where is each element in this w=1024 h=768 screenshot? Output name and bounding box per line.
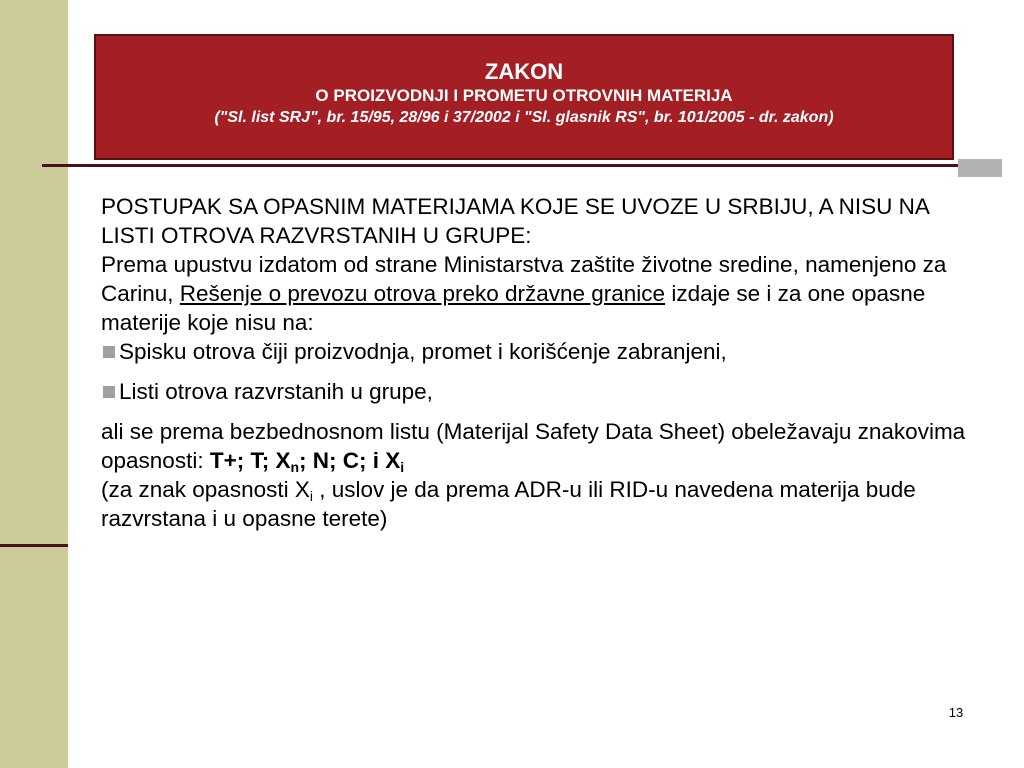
hazard-label-text: ali se prema bezbednosnom listu (Materijal Safety Data Sheet) obeležavaju znakovima opasnosti:	[101, 419, 966, 473]
left-decorative-band	[0, 0, 68, 768]
law-reference: ("Sl. list SRJ", br. 15/95, 28/96 i 37/2002 i "Sl. glasnik RS", br. 101/2005 - dr. zakon)	[214, 109, 834, 126]
bullet-text: Spisku otrova čiji proizvodnja, promet i korišćenje zabranjeni,	[119, 339, 727, 364]
slide-subtitle: O PROIZVODNJI I PROMETU OTROVNIH MATERIJA	[315, 86, 733, 105]
intro-paragraph	[101, 250, 971, 337]
left-accent-line	[0, 544, 68, 547]
hazard-symbols-part1: T+; T; X	[209, 448, 291, 473]
note-subscript-i: i	[309, 488, 313, 504]
hazard-label-paragraph	[101, 417, 971, 475]
permit-link-text: Rešenje o prevozu otrova preko državne granice	[179, 281, 666, 306]
slide-title: ZAKON	[484, 59, 564, 84]
square-bullet-icon	[103, 346, 115, 358]
section-heading: POSTUPAK SA OPASNIM MATERIJAMA KOJE SE UVOZE U SRBIJU, A NISU NA LISTI OTROVA RAZVRSTANIH U GRUPE:	[101, 194, 929, 248]
bullet-item	[101, 337, 971, 366]
intro-text-after: izdaje se i za one opasne materije koje nisu na:	[101, 281, 926, 335]
title-divider-line	[42, 164, 1002, 167]
square-bullet-icon	[103, 386, 115, 398]
title-divider-block	[958, 159, 1002, 177]
hazard-symbol-subscript-n: n	[290, 459, 300, 475]
slide-content	[101, 192, 971, 533]
bullet-item	[101, 377, 971, 406]
hazard-symbol-subscript-i: i	[400, 459, 405, 475]
hazard-symbols	[210, 448, 404, 473]
title-box	[94, 34, 954, 160]
page-number: 13	[948, 705, 964, 720]
note-text-after: , uslov je da prema ADR-u ili RID-u navedena materija bude razvrstana i u opasne terete)	[101, 477, 916, 531]
intro-text-before: Prema upustvu izdatom od strane Ministarstva zaštite životne sredine, namenjeno za Carinu,	[101, 252, 947, 306]
bullet-text: Listi otrova razvrstanih u grupe,	[119, 379, 433, 404]
note-paragraph	[101, 475, 971, 533]
hazard-symbols-part2: ; N; C; i X	[299, 448, 401, 473]
note-text-before: (za znak opasnosti X	[101, 477, 310, 502]
